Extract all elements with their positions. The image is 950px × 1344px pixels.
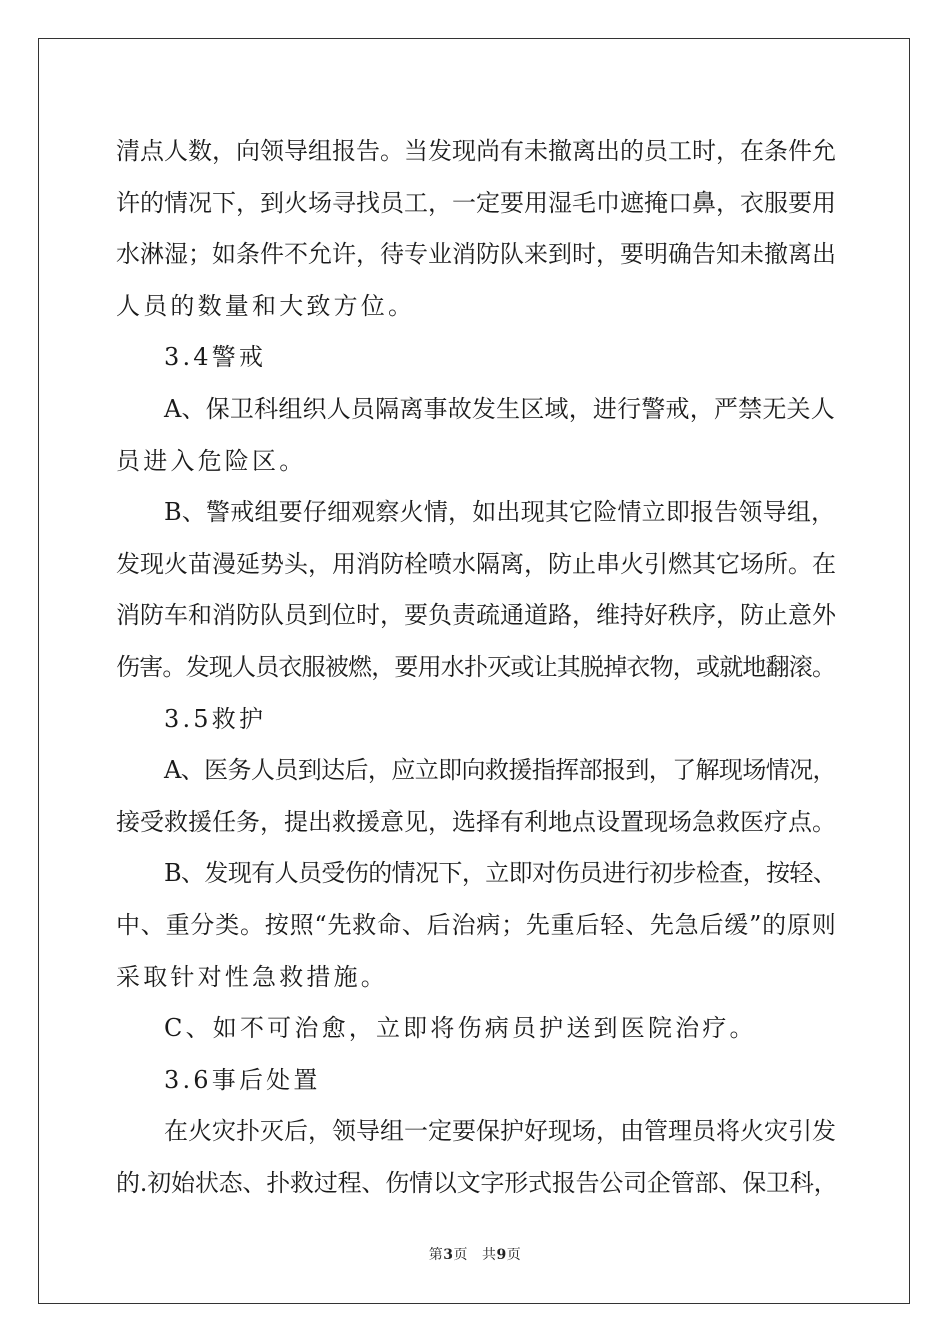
text-line-11: 伤害。发现人员衣服被燃，要用水扑灭或让其脱掉衣物，或就地翻滚。 [116, 652, 836, 681]
text-line-14: 接受救援任务，提出救援意见，选择有利地点设置现场急救医疗点。 [116, 807, 836, 836]
text-line-15: B、发现有人员受伤的情况下，立即对伤员进行初步检查，按轻、 [164, 859, 837, 888]
text-line-6: A、保卫科组织人员隔离事故发生区域，进行警戒，严禁无关人 [164, 394, 835, 423]
footer-current-page: 3 [443, 1247, 454, 1263]
footer-total-pages: 9 [496, 1247, 507, 1263]
section-heading-3-6: 3.6事后处置 [164, 1065, 321, 1094]
footer-page-word: 页 [453, 1247, 468, 1263]
text-line-1: 清点人数，向领导组报告。当发现尚有未撤离出的员工时，在条件允 [116, 137, 836, 165]
footer-total-prefix: 共 [482, 1247, 497, 1263]
text-line-16: 中、重分类。按照“先救命、后治病；先重后轻、先急后缓”的原则 [116, 910, 837, 939]
text-line-4: 人员的数量和大致方位。 [116, 291, 416, 320]
text-line-8: B、警戒组要仔细观察火情，如出现其它险情立即报告领导组， [164, 498, 836, 527]
text-line-20: 在火灾扑灭后，领导组一定要保护好现场，由管理员将火灾引发 [164, 1117, 836, 1146]
page-footer [0, 1244, 950, 1264]
text-line-21: 的.初始状态、扑救过程、伤情以文字形式报告公司企管部、保卫科， [116, 1168, 838, 1197]
section-heading-3-4: 3.4警戒 [164, 343, 267, 372]
section-heading-3-5: 3.5救护 [164, 704, 267, 733]
text-line-18: C、如不可治愈，立即将伤病员护送到医院治疗。 [164, 1014, 757, 1043]
document-body [116, 128, 836, 1211]
footer-prefix: 第 [428, 1247, 444, 1263]
text-line-10: 消防车和消防队员到位时，要负责疏通道路，维持好秩序，防止意外 [116, 601, 836, 630]
text-line-13: A、医务人员到达后，应立即向救援指挥部报到，了解现场情况， [164, 756, 836, 785]
text-line-3: 水淋湿；如条件不允许，待专业消防队来到时，要明确告知未撤离出 [116, 240, 836, 269]
text-line-9: 发现火苗漫延势头，用消防栓喷水隔离，防止串火引燃其它场所。在 [116, 549, 836, 578]
footer-total-suffix: 页 [506, 1247, 522, 1263]
text-line-2: 许的情况下，到火场寻找员工，一定要用湿毛巾遮掩口鼻，衣服要用 [116, 188, 836, 217]
text-line-7: 员进入危险区。 [116, 446, 307, 475]
text-line-17: 采取针对性急救措施。 [116, 962, 388, 991]
